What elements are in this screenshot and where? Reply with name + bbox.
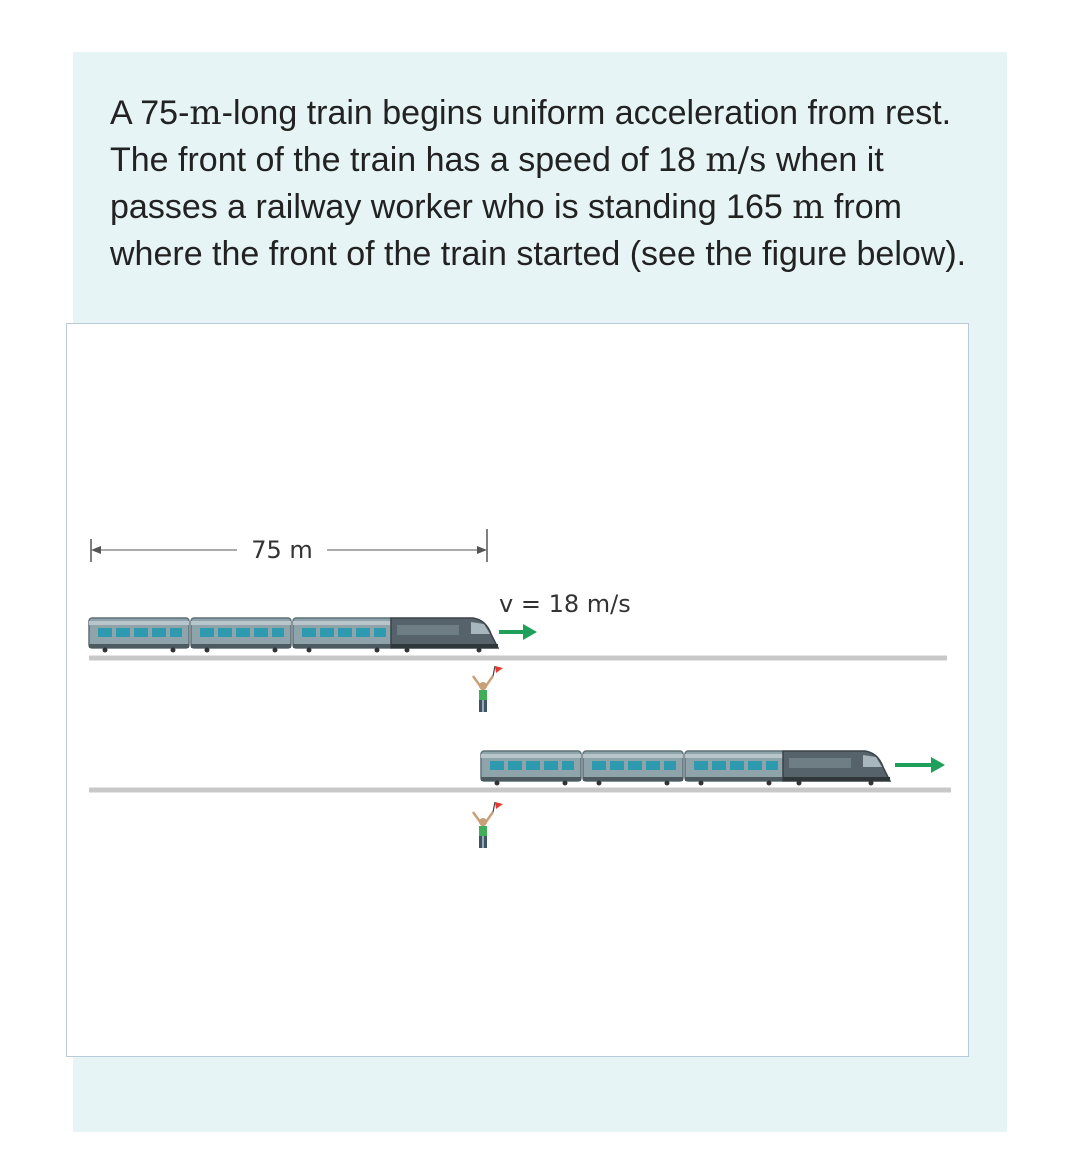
train-after — [89, 751, 951, 848]
problem-text — [110, 90, 970, 278]
velocity-arrow — [499, 624, 537, 640]
problem-text-part: A 75- — [110, 94, 190, 132]
problem-text-part: from where the front of the train started (see the figure below). — [110, 188, 967, 273]
unit-meters-per-second: m/s — [705, 140, 767, 180]
train-car — [481, 751, 581, 786]
train-car — [583, 751, 683, 786]
train-before — [89, 590, 947, 712]
velocity-arrow — [895, 757, 945, 773]
train-car — [191, 618, 291, 653]
left-arrow-icon — [91, 546, 101, 554]
train-car — [685, 751, 785, 786]
railway-worker — [473, 802, 503, 848]
length-dimension — [91, 529, 487, 564]
right-arrow-icon — [477, 546, 487, 554]
unit-meter: m — [189, 93, 222, 133]
length-label: 75 m — [251, 536, 313, 564]
railway-worker — [473, 666, 503, 712]
locomotive — [391, 618, 498, 653]
problem-text-part: -long train begins uniform acceleration from rest. The front of the train has a speed of 18 — [110, 94, 952, 179]
train-car — [293, 618, 393, 653]
locomotive — [783, 751, 890, 786]
train-car — [89, 618, 189, 653]
problem-text-part: when it passes a railway worker who is standing 165 — [110, 141, 884, 226]
velocity-label: v = 18 m/s — [499, 590, 631, 618]
train-figure — [66, 323, 969, 1057]
unit-meter: m — [792, 187, 825, 227]
train-diagram — [67, 324, 970, 1058]
